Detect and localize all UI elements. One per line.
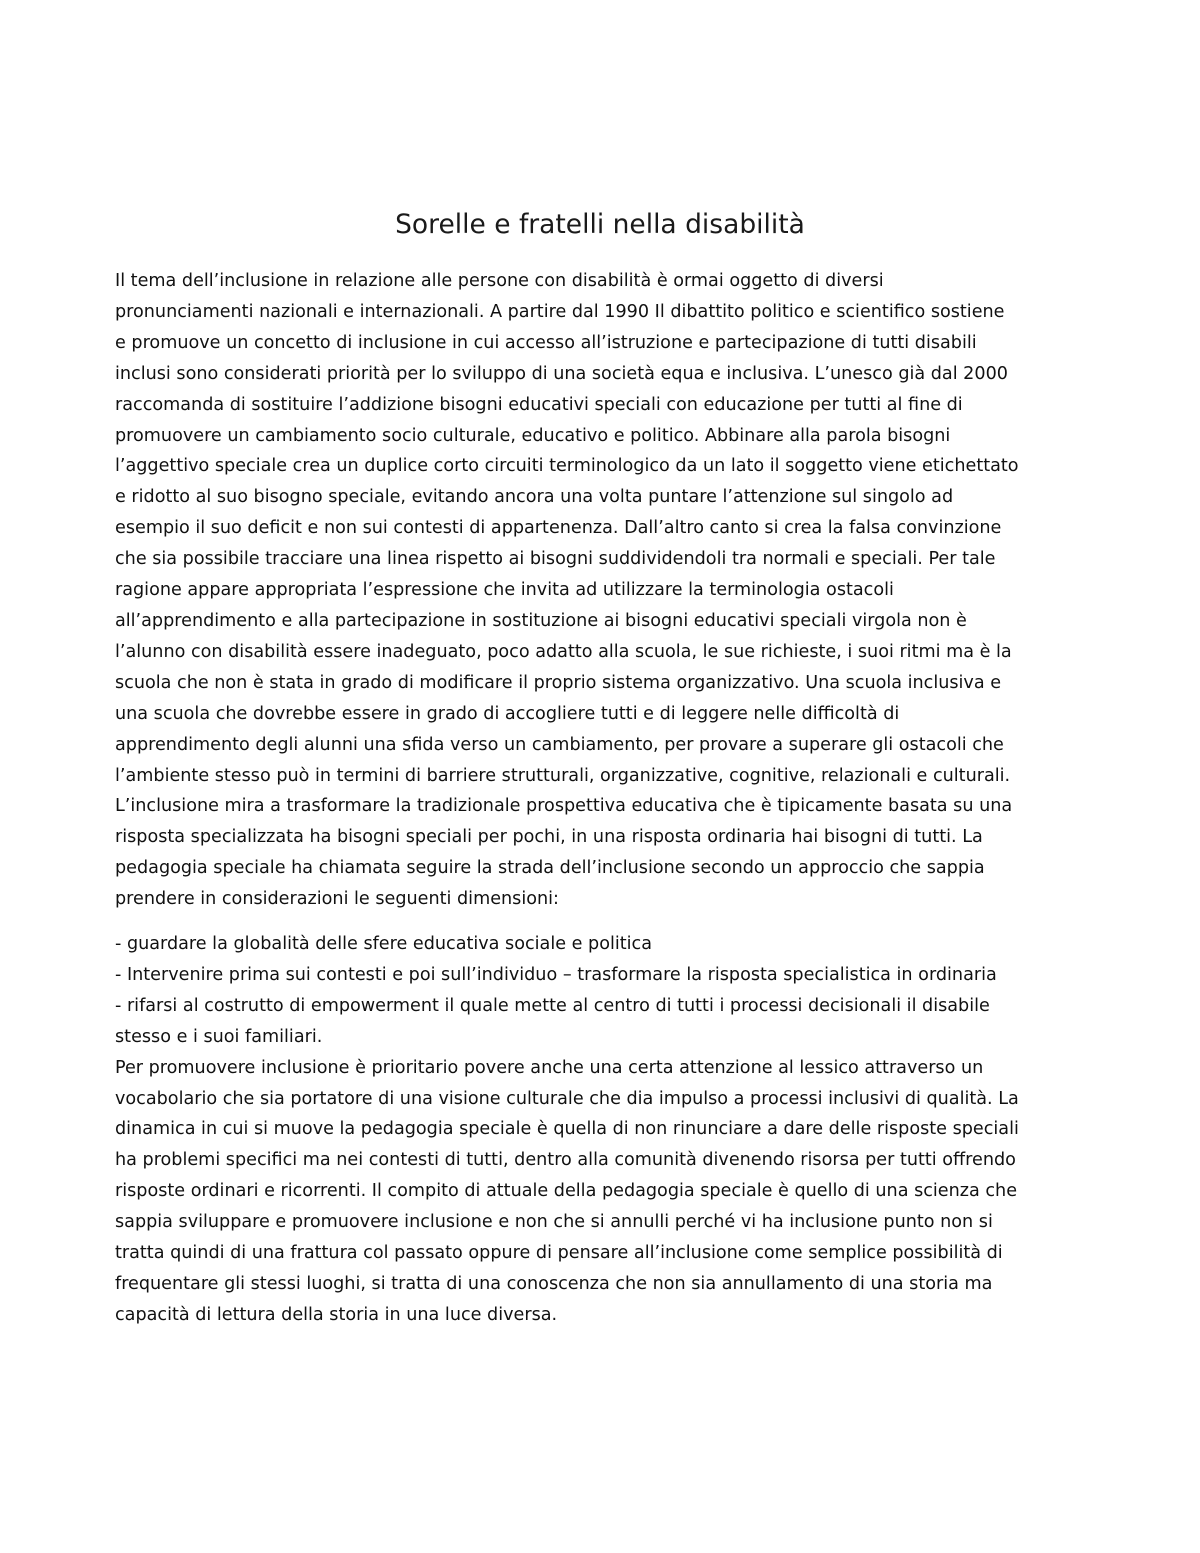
dimensions-list (115, 929, 1090, 1053)
document-title: Sorelle e fratelli nella disabilità (395, 209, 805, 240)
text-line: dinamica in cui si muove la pedagogia speciale è quella di non rinunciare a dare delle risposte speciali (115, 1119, 1019, 1140)
list-item: - rifarsi al costrutto di empowerment il quale mette al centro di tutti i processi decisionali il disabile (115, 995, 990, 1016)
document-body (115, 266, 1090, 1331)
text-line: L’inclusione mira a trasformare la tradizionale prospettiva educativa che è tipicamente basata su una (115, 796, 1013, 817)
list-item: - Intervenire prima sui contesti e poi sull’individuo – trasformare la risposta specialistica in ordinaria (115, 964, 997, 985)
paragraph-2 (115, 1053, 1090, 1331)
text-line: sappia sviluppare e promuovere inclusione e non che si annulli perché vi ha inclusione punto non si (115, 1212, 993, 1233)
text-line: che sia possibile tracciare una linea rispetto ai bisogni suddividendoli tra normali e speciali. Per tale (115, 549, 996, 570)
text-line: risposte ordinari e ricorrenti. Il compito di attuale della pedagogia speciale è quello di una scienza che (115, 1181, 1018, 1202)
text-line: l’ambiente stesso può in termini di barriere strutturali, organizzative, cognitive, relazionali e culturali. (115, 765, 1011, 786)
text-line: all’apprendimento e alla partecipazione in sostituzione ai bisogni educativi speciali virgola non è (115, 610, 967, 631)
text-line: una scuola che dovrebbe essere in grado di accogliere tutti e di leggere nelle difficoltà di (115, 703, 900, 724)
text-line: pedagogia speciale ha chiamata seguire la strada dell’inclusione secondo un approccio che sappia (115, 858, 985, 879)
text-line: frequentare gli stessi luoghi, si tratta di una conoscenza che non sia annullamento di una storia ma (115, 1274, 993, 1294)
list-item: - guardare la globalità delle sfere educativa sociale e politica (115, 934, 653, 955)
text-line: l’aggettivo speciale crea un duplice corto circuiti terminologico da un lato il soggetto viene etichettato (115, 456, 1019, 477)
text-line: ha problemi specifici ma nei contesti di tutti, dentro alla comunità divenendo risorsa per tutti offrendo (115, 1150, 1016, 1171)
text-line: ragione appare appropriata l’espressione che invita ad utilizzare la terminologia ostacoli (115, 580, 894, 601)
text-line: raccomanda di sostituire l’addizione bisogni educativi speciali con educazione per tutti al fine di (115, 394, 963, 415)
list-item-continuation: stesso e i suoi familiari. (115, 1026, 323, 1047)
text-line: scuola che non è stata in grado di modificare il proprio sistema organizzativo. Una scuola inclusiva e (115, 672, 1002, 693)
text-line: inclusi sono considerati priorità per lo sviluppo di una società equa e inclusiva. L’unesco già dal 2000 (115, 363, 1008, 384)
text-line: esempio il suo deficit e non sui contesti di appartenenza. Dall’altro canto si crea la falsa convinzione (115, 518, 1002, 539)
text-line: promuovere un cambiamento socio culturale, educativo e politico. Abbinare alla parola bisogni (115, 425, 951, 446)
text-line: pronunciamenti nazionali e internazionali. A partire dal 1990 Il dibattito politico e scientifico sostiene (115, 301, 1005, 322)
text-line: capacità di lettura della storia in una luce diversa. (115, 1304, 558, 1325)
text-line: Per promuovere inclusione è prioritario povere anche una certa attenzione al lessico attraverso un (115, 1057, 984, 1078)
text-line: risposta specializzata ha bisogni speciali per pochi, in una risposta ordinaria hai bisogni di tutti. La (115, 827, 983, 848)
text-line: apprendimento degli alunni una sfida verso un cambiamento, per provare a superare gli ostacoli che (115, 734, 1004, 755)
text-line: l’alunno con disabilità essere inadeguato, poco adatto alla scuola, le sue richieste, i suoi ritmi ma è la (115, 641, 1012, 662)
text-line: prendere in considerazioni le seguenti dimensioni: (115, 889, 559, 910)
paragraph-1 (115, 266, 1090, 915)
text-line: vocabolario che sia portatore di una visione culturale che dia impulso a processi inclusivi di qualità. La (115, 1088, 1019, 1109)
text-line: e promuove un concetto di inclusione in cui accesso all’istruzione e partecipazione di tutti disabili (115, 332, 977, 353)
text-line: e ridotto al suo bisogno speciale, evitando ancora una volta puntare l’attenzione sul singolo ad (115, 487, 954, 508)
text-line: Il tema dell’inclusione in relazione alle persone con disabilità è ormai oggetto di diversi (115, 271, 884, 291)
paragraph-spacing (115, 915, 1090, 929)
text-line: tratta quindi di una frattura col passato oppure di pensare all’inclusione come semplice possibilità di (115, 1243, 1003, 1264)
